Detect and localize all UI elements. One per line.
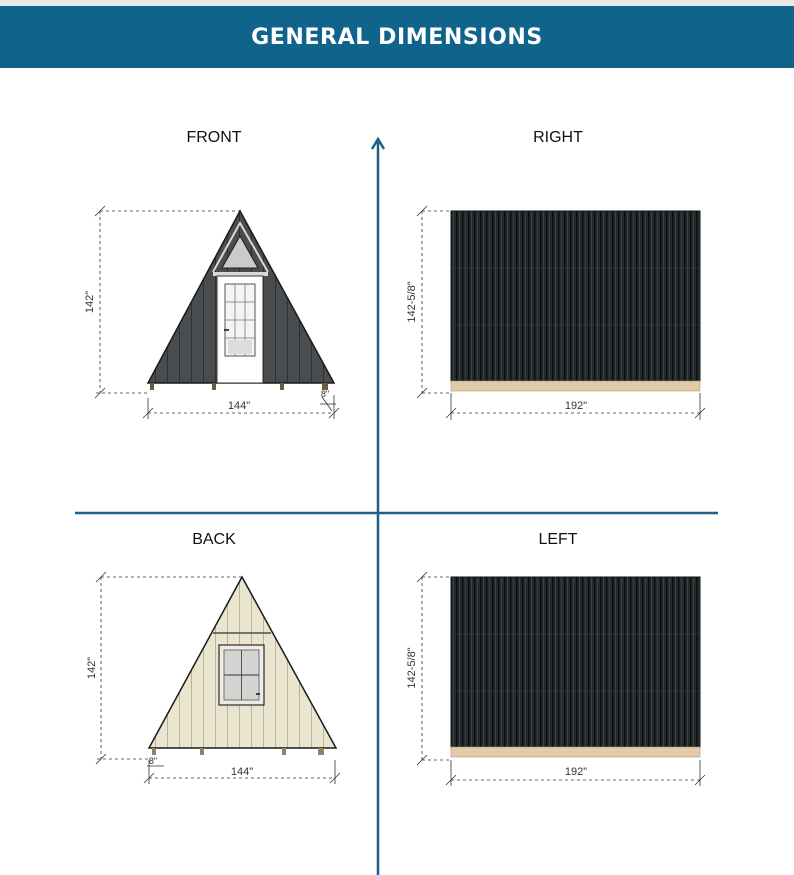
page-title: GENERAL DIMENSIONS	[251, 24, 543, 50]
back-elevation	[86, 572, 340, 784]
front-width-label: 144"	[227, 400, 251, 412]
right-view-label: RIGHT	[533, 129, 583, 146]
back-window	[219, 645, 264, 705]
back-width-label: 144"	[230, 766, 254, 778]
right-elevation	[406, 206, 705, 420]
left-width-label: 192"	[564, 766, 588, 778]
back-height-label: 142"	[86, 656, 98, 680]
left-base-trim	[451, 747, 700, 757]
front-offset-label: 8"	[320, 389, 330, 399]
front-height-label: 142"	[84, 290, 96, 314]
left-height-label: 142-5/8"	[406, 647, 418, 689]
left-view-label: LEFT	[538, 531, 578, 548]
front-door	[217, 276, 263, 383]
back-view-label: BACK	[192, 531, 236, 548]
front-elevation	[84, 206, 339, 419]
back-offset-label: 8"	[148, 756, 158, 766]
left-elevation	[406, 572, 705, 786]
front-view-label: FRONT	[186, 129, 242, 146]
right-width-label: 192"	[564, 400, 588, 412]
right-base-trim	[451, 381, 700, 391]
right-height-label: 142-5/8"	[406, 281, 418, 323]
